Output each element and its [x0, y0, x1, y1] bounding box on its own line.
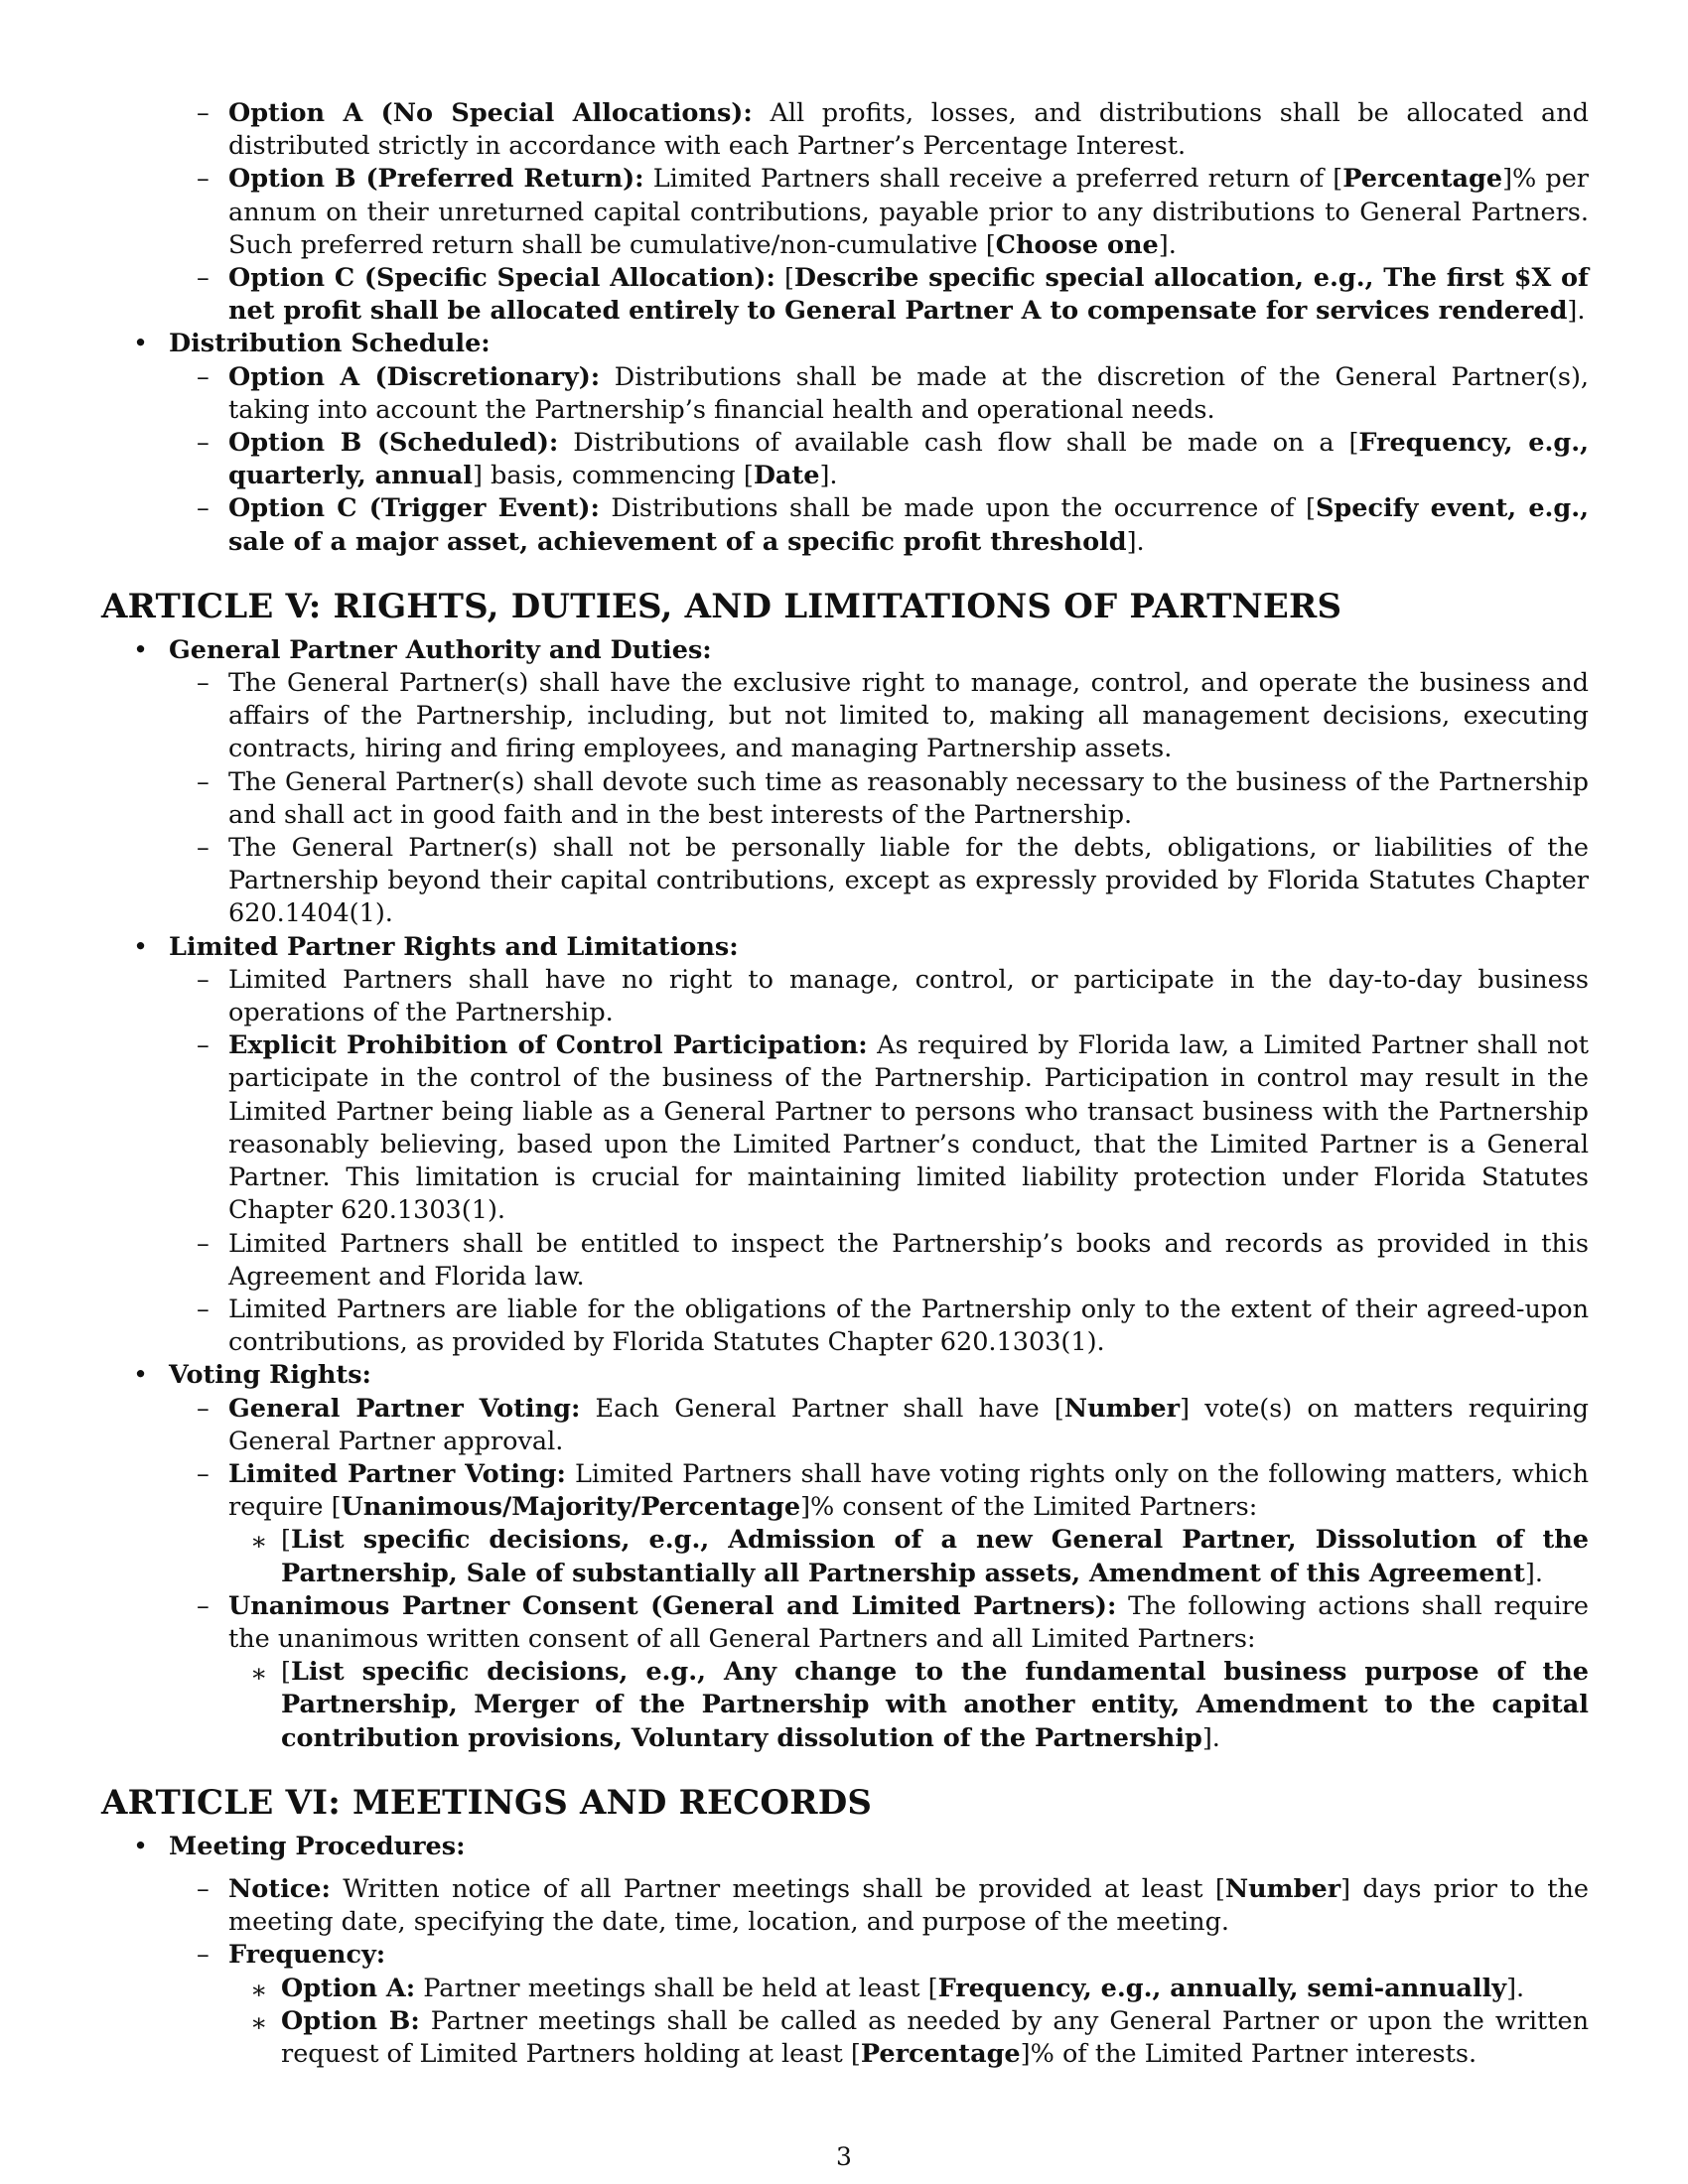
limited-partner-item: – Limited Partners are liable for the obligations of the Partnership only to the extent of their agreed-upon contributions, as provided by Florida Statutes Chapter 620.1303(1).	[197, 1294, 1589, 1358]
option-label: Option C (Specific Special Allocation):	[228, 263, 775, 294]
dash-marker: –	[197, 361, 210, 392]
limited-partner-item: – Limited Partners shall have no right to manage, control, or participate in the day-to-day business operations of the Partnership.	[197, 964, 1589, 1028]
dash-marker: –	[197, 833, 210, 864]
dash-marker: –	[197, 1940, 210, 1971]
star-marker: ∗	[250, 1527, 268, 1558]
option-label: Option A:	[281, 1973, 416, 2003]
dash-marker: –	[197, 98, 210, 128]
dash-marker: –	[197, 766, 210, 797]
distribution-option-a: – Option A (Discretionary): Distributions shall be made at the discretion of the General Partner(s), taking into account the Partnership’s financial health and operational needs.	[197, 361, 1590, 425]
option-label: Option B (Scheduled):	[228, 428, 559, 459]
dash-marker: –	[197, 1393, 210, 1424]
general-partner-item: – The General Partner(s) shall devote such time as reasonably necessary to the business of the Partnership and shall act in good faith and in the best interests of the Partnership.	[197, 766, 1589, 830]
general-partner-item: – The General Partner(s) shall have the exclusive right to manage, control, and operate the business and affairs of the Partnership, including, but not limited to, making all management decisions, executing contracts, hiring and firing employees, and managing Partnership assets.	[197, 668, 1589, 764]
limited-partner-item: – Explicit Prohibition of Control Participation: As required by Florida law, a Limited Partner shall not participate in the control of the business of the Partnership. Participation in control may result in the Limited Partner being liable as a General Partner to persons who transact business with the Partnership reasonably believing, based upon the Limited Partner’s conduct, that the Limited Partner is a General Partner. This limitation is crucial for maintaining limited liability protection under Florida Statutes Chapter 620.1303(1).	[197, 1030, 1590, 1226]
placeholder: Number	[1224, 1873, 1341, 1904]
distribution-option-b: – Option B (Scheduled): Distributions of available cash flow shall be made on a [Frequency, e.g., quarterly, annual] basis, commencing [Date].	[197, 428, 1589, 491]
meeting-frequency-option-b: ∗ Option B: Partner meetings shall be called as needed by any General Partner or upon the written request of Limited Partners holding at least [Percentage]% of the Limited Partner interests.	[250, 2005, 1590, 2069]
distribution-option-c: – Option C (Trigger Event): Distributions shall be made upon the occurrence of [Specify event, e.g., sale of a major asset, achievement of a specific profit threshold].	[197, 493, 1590, 557]
meeting-frequency-heading: – Frequency:	[101, 1939, 1589, 1972]
dash-marker: –	[197, 1030, 210, 1061]
option-label: Option A (Discretionary):	[228, 361, 601, 392]
placeholder: Describe specific special allocation, e.g., The first $X of net profit shall be allocated entirely to General Partner A to compensate for services rendered	[228, 263, 1589, 327]
option-label: Option C (Trigger Event):	[228, 493, 600, 524]
general-partner-heading: • General Partner Authority and Duties:	[101, 634, 1589, 667]
dash-marker: –	[197, 428, 210, 459]
meeting-notice: – Notice: Written notice of all Partner meetings shall be provided at least [Number] days prior to the meeting date, specifying the date, time, location, and purpose of the meeting.	[197, 1873, 1589, 1938]
dash-marker: –	[197, 1294, 210, 1324]
option-label: Explicit Prohibition of Control Participation:	[228, 1030, 868, 1061]
dash-marker: –	[197, 263, 210, 294]
star-marker: ∗	[250, 2007, 268, 2038]
article-vi-title: ARTICLE VI: MEETINGS AND RECORDS	[101, 1782, 873, 1823]
allocation-option-c: – Option C (Specific Special Allocation): [Describe specific special allocation, e.g., The first $X of net profit shall be allocated entirely to General Partner A to compensate for services rendered].	[197, 263, 1589, 327]
placeholder: Number	[1063, 1393, 1181, 1424]
bullet-marker: •	[133, 634, 149, 665]
option-label: Option B (Preferred Return):	[228, 164, 644, 195]
dash-marker: –	[197, 1458, 210, 1489]
placeholder: List specific decisions, e.g., Any change to the fundamental business purpose of the Partnership, Merger of the Partnership with another entity, Amendment to the capital contribution provisions, Voluntary dissolution of the Partnership	[281, 1657, 1589, 1753]
placeholder: Frequency, e.g., annually, semi-annually	[937, 1973, 1507, 2003]
bullet-marker: •	[133, 1360, 149, 1391]
option-label: Notice:	[228, 1873, 331, 1904]
dash-marker: –	[197, 1590, 210, 1621]
allocation-option-a: – Option A (No Special Allocations): All profits, losses, and distributions shall be allocated and distributed strictly in accordance with each Partner’s Percentage Interest.	[197, 98, 1589, 162]
page-number: 3	[836, 2142, 852, 2171]
placeholder: List specific decisions, e.g., Admission of a new General Partner, Dissolution of the Partnership, Sale of substantially all Partnership assets, Amendment of this Agreement	[281, 1525, 1589, 1588]
document-page	[101, 97, 1589, 2071]
allocation-option-b: – Option B (Preferred Return): Limited Partners shall receive a preferred return of [Percentage]% per annum on their unreturned capital contributions, payable prior to any distributions to General Partners. Such preferred return shall be cumulative/non-cumulative [Choose one].	[197, 164, 1589, 260]
limited-partner-voting-decisions: ∗ [List specific decisions, e.g., Admission of a new General Partner, Dissolution of the Partnership, Sale of substantially all Partnership assets, Amendment of this Agreement].	[250, 1525, 1589, 1588]
general-partner-voting: – General Partner Voting: Each General Partner shall have [Number] vote(s) on matters requiring General Partner approval.	[197, 1393, 1590, 1456]
placeholder: Choose one	[995, 229, 1159, 260]
voting-rights-heading: • Voting Rights:	[101, 1359, 1589, 1392]
option-label: Unanimous Partner Consent (General and Limited Partners):	[228, 1590, 1117, 1621]
star-marker: ∗	[250, 1975, 268, 2005]
option-label: General Partner Voting:	[228, 1393, 581, 1424]
article-v-title: ARTICLE V: RIGHTS, DUTIES, AND LIMITATIONS OF PARTNERS	[101, 586, 1342, 626]
star-marker: ∗	[250, 1659, 268, 1690]
dash-marker: –	[197, 493, 210, 524]
meeting-frequency-option-a: ∗ Option A: Partner meetings shall be held at least [Frequency, e.g., annually, semi-annually].	[101, 1973, 1589, 2005]
placeholder: Percentage	[1342, 164, 1503, 195]
placeholder: Date	[753, 461, 820, 491]
dash-marker: –	[197, 164, 210, 195]
general-partner-item: – The General Partner(s) shall not be personally liable for the debts, obligations, or liabilities of the Partnership beyond their capital contributions, except as expressly provided by Florida Statutes Chapter 620.1404(1).	[197, 833, 1589, 929]
dash-marker: –	[197, 964, 210, 995]
unanimous-consent-decisions: ∗ [List specific decisions, e.g., Any change to the fundamental business purpose of the Partnership, Merger of the Partnership with another entity, Amendment to the capital contribution provisions, Voluntary dissolution of the Partnership].	[250, 1657, 1589, 1753]
limited-partner-voting: – Limited Partner Voting: Limited Partners shall have voting rights only on the following matters, which require [Unanimous/Majority/Percentage]% consent of the Limited Partners:	[197, 1458, 1590, 1523]
meeting-procedures-heading: • Meeting Procedures:	[101, 1831, 1589, 1863]
placeholder: Specify event, e.g., sale of a major asset, achievement of a specific profit threshold	[228, 493, 1590, 557]
option-label: Option A (No Special Allocations):	[228, 98, 753, 128]
dash-marker: –	[197, 668, 210, 699]
bullet-marker: •	[133, 931, 149, 962]
option-label: Limited Partner Voting:	[228, 1458, 566, 1489]
placeholder: Frequency, e.g., quarterly, annual	[228, 428, 1589, 491]
distribution-schedule-heading: • Distribution Schedule:	[101, 328, 1589, 360]
bullet-marker: •	[133, 329, 149, 359]
limited-partner-item: – Limited Partners shall be entitled to inspect the Partnership’s books and records as provided in this Agreement and Florida law.	[197, 1228, 1589, 1292]
placeholder: Percentage	[860, 2038, 1021, 2069]
dash-marker: –	[197, 1873, 210, 1904]
dash-marker: –	[197, 1228, 210, 1259]
bullet-marker: •	[133, 1831, 149, 1861]
limited-partner-heading: • Limited Partner Rights and Limitations:	[101, 931, 1589, 964]
option-label: Option B:	[281, 2005, 420, 2036]
unanimous-consent: – Unanimous Partner Consent (General and Limited Partners): The following actions shall require the unanimous written consent of all General Partners and all Limited Partners:	[197, 1590, 1590, 1654]
placeholder: Unanimous/Majority/Percentage	[341, 1492, 801, 1523]
